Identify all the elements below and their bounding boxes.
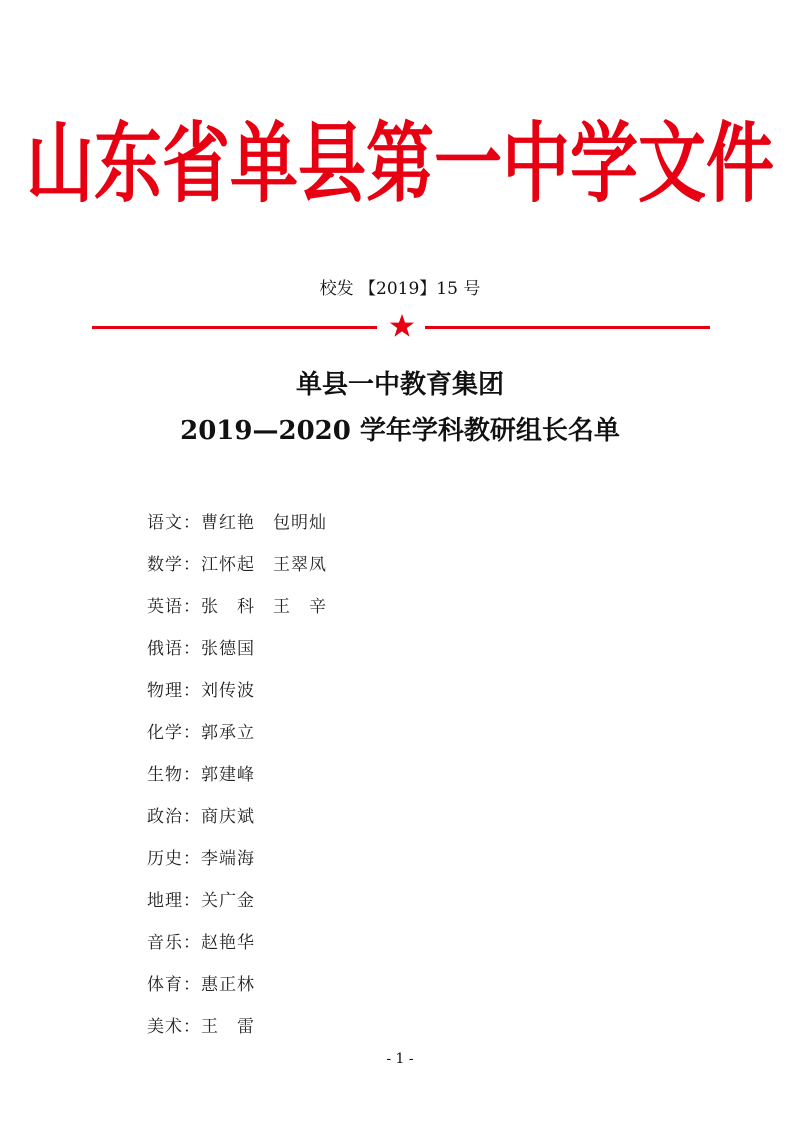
list-item: 美术：王 雷 — [147, 1017, 255, 1037]
document-number: 校发 【2019】15 号 — [319, 279, 481, 299]
page-number: - 1 - — [386, 1051, 414, 1067]
list-item: 体育：惠正林 — [147, 975, 255, 995]
divider-line-left — [92, 326, 377, 329]
subject-leader-list — [147, 508, 327, 1054]
list-item: 英语：张 科 王 辛 — [147, 597, 327, 617]
divider-line-right — [425, 326, 710, 329]
list-item: 历史：李端海 — [147, 849, 255, 869]
document-header-title: 山东省单县第一中学文件 — [25, 114, 774, 216]
list-item: 化学：郭承立 — [147, 723, 255, 743]
star-icon — [389, 313, 415, 339]
list-item: 音乐：赵艳华 — [147, 933, 255, 953]
list-item: 物理：刘传波 — [147, 681, 255, 701]
list-item: 俄语：张德国 — [147, 639, 255, 659]
title-line-2: 2019—2020 学年学科教研组长名单 — [180, 416, 620, 446]
list-item: 地理：关广金 — [147, 891, 255, 911]
list-item: 数学：江怀起 王翠凤 — [147, 555, 327, 575]
list-item: 生物：郭建峰 — [147, 765, 255, 785]
document-title — [0, 362, 800, 454]
title-line-1: 单县一中教育集团 — [295, 370, 504, 400]
list-item: 政治：商庆斌 — [147, 807, 255, 827]
list-item: 语文：曹红艳 包明灿 — [147, 513, 327, 533]
header-divider — [92, 313, 710, 343]
